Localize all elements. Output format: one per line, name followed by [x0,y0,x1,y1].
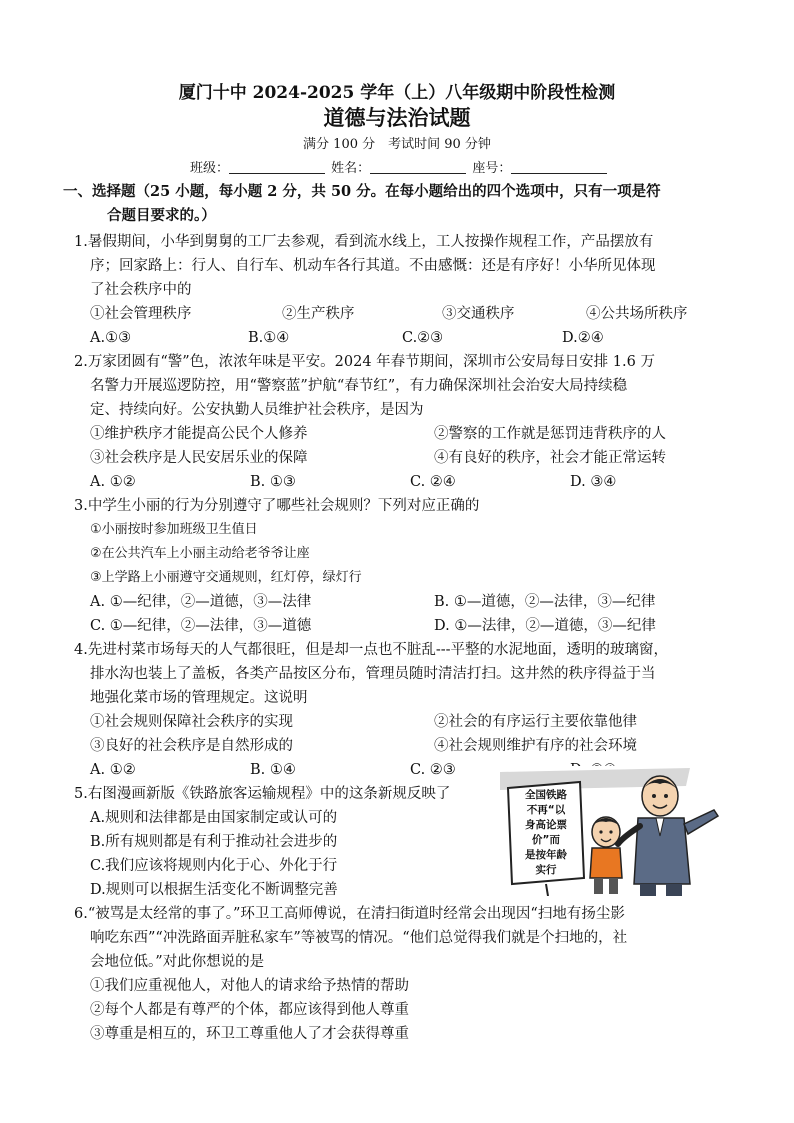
q4-statement-4: ④社会规则维护有序的社会环境 [434,738,637,754]
q3-statement-2: ②在公共汽车上小丽主动给老爷爷让座 [90,546,310,561]
student-info [190,157,609,176]
q3-statement-1: ①小丽按时参加班级卫生值日 [90,522,258,537]
q4-statement-3: ③良好的社会秩序是自然形成的 [90,738,293,754]
q2-statement-2: ②警察的工作就是惩罚违背秩序的人 [434,426,666,442]
q3-statement-3: ③上学路上小丽遵守交通规则，红灯停，绿灯行 [90,570,362,585]
seat-blank[interactable] [511,159,607,174]
section-line-1: 一、选择题（25 小题，每小题 2 分，共 50 分。在每小题给出的四个选项中，只有一项是符 [63,183,661,200]
cartoon-illustration [500,766,732,896]
q5-line-1: 5.右图漫画新版《铁路旅客运输规程》中的这条新规反映了 [74,786,451,802]
q2-line-3: 定、持续向好。公安执勤人员维护社会秩序，是因为 [90,402,424,418]
q2-option-d[interactable]: D. ③④ [570,474,617,490]
name-label: 姓名： [331,161,371,176]
exam-title: 厦门十中 2024-2025 学年（上）八年级期中阶段性检测 [178,83,616,103]
q3-option-c[interactable]: C. ①—纪律，②—法律，③—道德 [90,618,312,634]
q4-option-b[interactable]: B. ①④ [250,762,296,778]
section-heading [63,180,723,228]
q1-option-a[interactable]: A.①③ [90,330,132,346]
q2-statement-3: ③社会秩序是人民安居乐业的保障 [90,450,308,466]
q3-option-d[interactable]: D. ①—法律，②—道德，③—纪律 [434,618,656,634]
q2-option-b[interactable]: B. ①③ [250,474,296,490]
q2-statement-4: ④有良好的秩序，社会才能正常运转 [434,450,666,466]
q1-statement-4: ④公共场所秩序 [586,306,688,322]
q4-line-1: 4.先进村菜市场每天的人气都很旺，但是却一点也不脏乱---平整的水泥地面，透明的玻璃窗， [74,642,669,658]
q4-line-3: 地强化菜市场的管理规定。这说明 [90,690,308,706]
seat-label: 座号： [472,161,512,176]
q3-option-b[interactable]: B. ①—道德，②—法律，③—纪律 [434,594,656,610]
class-label: 班级： [190,161,230,176]
sign-line-3: 身高论票 [525,819,567,831]
q5-option-c[interactable]: C.我们应该将规则内化于心、外化于行 [90,858,338,874]
q1-line-3: 了社会秩序中的 [90,282,192,298]
q2-option-a[interactable]: A. ①② [90,474,136,490]
q2-statement-1: ①维护秩序才能提高公民个人修养 [90,426,308,442]
q6-line-3: 会地位低。”对此你想说的是 [90,954,265,970]
q1-statement-3: ③交通秩序 [442,306,515,322]
subject-title: 道德与法治试题 [323,106,471,130]
q1-line-2: 序；回家路上：行人、自行车、机动车各行其道。不由感慨：还是有序好！小华所见体现 [90,258,656,274]
name-blank[interactable] [370,159,466,174]
q1-statement-2: ②生产秩序 [282,306,355,322]
q6-line-1: 6.“被骂是太经常的事了。”环卫工高师傅说，在清扫街道时经常会出现因“扫地有扬尘影 [74,906,625,922]
exam-meta: 满分 100 分 考试时间 90 分钟 [303,137,491,152]
q1-option-b[interactable]: B.①④ [248,330,290,346]
sign-line-5: 是按年龄 [525,849,567,861]
class-blank[interactable] [229,159,325,174]
q2-line-1: 2.万家团圆有“警”色，浓浓年味是平安。2024 年春节期间，深圳市公安局每日安排 1.6 万 [74,354,655,370]
q6-statement-2: ②每个人都是有尊严的个体，都应该得到他人尊重 [90,1002,409,1018]
q3-line-1: 3.中学生小丽的行为分别遵守了哪些社会规则？下列对应正确的 [74,498,480,514]
q1-option-d[interactable]: D.②④ [562,330,604,346]
q3-option-a[interactable]: A. ①—纪律，②—道德，③—法律 [90,594,312,610]
q4-statement-2: ②社会的有序运行主要依靠他律 [434,714,637,730]
sign-line-4: 价”而 [532,834,560,846]
q6-statement-3: ③尊重是相互的，环卫工尊重他人了才会获得尊重 [90,1026,409,1042]
q1-option-c[interactable]: C.②③ [402,330,444,346]
q5-option-d[interactable]: D.规则可以根据生活变化不断调整完善 [90,882,338,898]
q5-option-a[interactable]: A.规则和法律都是由国家制定或认可的 [90,810,338,826]
q4-option-c[interactable]: C. ②③ [410,762,456,778]
q1-statement-1: ①社会管理秩序 [90,306,192,322]
sign-line-1: 全国铁路 [525,789,567,801]
q4-statement-1: ①社会规则保障社会秩序的实现 [90,714,293,730]
q1-line-1: 1.暑假期间，小华到舅舅的工厂去参观，看到流水线上，工人按操作规程工作，产品摆放有 [74,234,654,250]
q4-option-a[interactable]: A. ①② [90,762,136,778]
q4-line-2: 排水沟也装上了盖板，各类产品按区分布，管理员随时清洁打扫。这井然的秩序得益于当 [90,666,656,682]
sign-line-6: 实行 [535,864,557,876]
q6-line-2: 响吃东西”“冲洗路面弄脏私家车”等被骂的情况。“他们总觉得我们就是个扫地的，社 [90,930,628,946]
q6-statement-1: ①我们应重视他人，对他人的请求给予热情的帮助 [90,978,409,994]
q5-option-b[interactable]: B.所有规则都是有利于推动社会进步的 [90,834,338,850]
cartoon-sign [508,782,584,896]
section-line-2: 合题目要求的。） [107,207,216,224]
q2-line-2: 名警力开展巡逻防控，用“警察蓝”护航“春节红”，有力确保深圳社会治安大局持续稳 [90,378,628,394]
sign-line-2: 不再“以 [526,804,566,816]
q2-option-c[interactable]: C. ②④ [410,474,456,490]
